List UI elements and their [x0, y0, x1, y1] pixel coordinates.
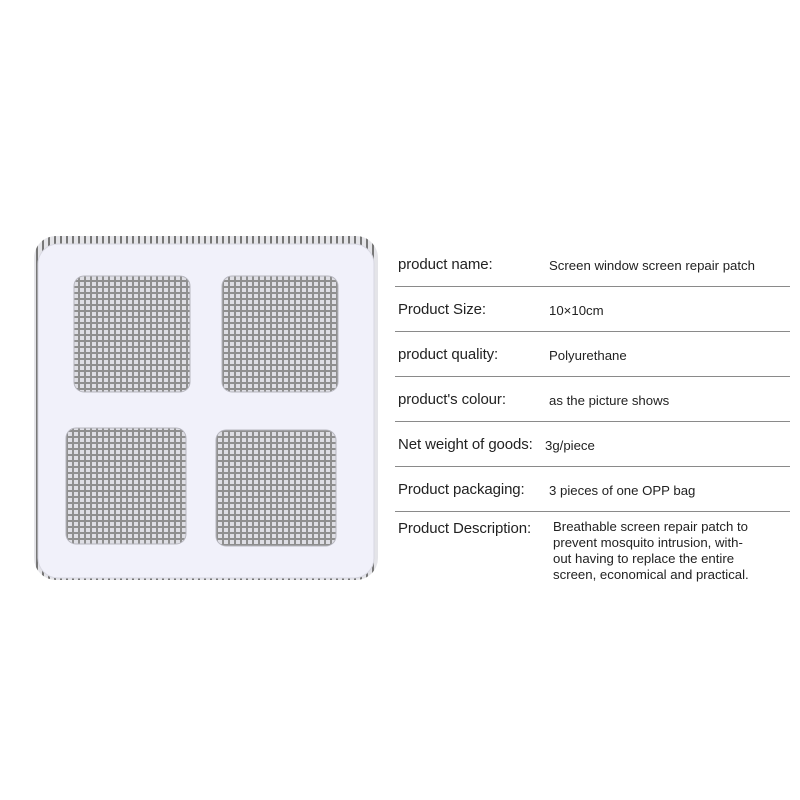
- spec-label: Product Description:: [398, 520, 532, 537]
- spec-value: as the picture shows: [549, 393, 670, 408]
- spec-label: Product Size:: [398, 301, 486, 318]
- spec-row-size: [395, 287, 790, 332]
- spec-row-quality: [395, 332, 790, 377]
- spec-value: 3 pieces of one OPP bag: [549, 483, 696, 498]
- spec-row-colour: [395, 377, 790, 422]
- product-image: [30, 232, 382, 584]
- mesh-repair-patch-icon: [30, 232, 382, 584]
- spec-label: Net weight of goods:: [398, 436, 533, 453]
- spec-row-weight: [395, 422, 790, 467]
- spec-label: product name:: [398, 256, 493, 273]
- description-line: prevent mosquito intrusion, with-: [553, 535, 743, 550]
- spec-value: 10×10cm: [549, 303, 604, 318]
- spec-value: Polyurethane: [549, 348, 627, 363]
- spec-row-packaging: [395, 467, 790, 512]
- spec-table: [395, 242, 790, 582]
- description-line: out having to replace the entire: [553, 551, 735, 566]
- description-line: Breathable screen repair patch to: [553, 519, 748, 534]
- spec-label: product's colour:: [398, 391, 506, 408]
- description-text: [553, 519, 778, 583]
- spec-label: product quality:: [398, 346, 499, 363]
- description-line: screen, economical and practical.: [553, 567, 749, 582]
- spec-label: Product packaging:: [398, 481, 525, 498]
- spec-value: 3g/piece: [545, 438, 595, 453]
- spec-row-name: [395, 242, 790, 287]
- spec-value: Screen window screen repair patch: [549, 258, 755, 273]
